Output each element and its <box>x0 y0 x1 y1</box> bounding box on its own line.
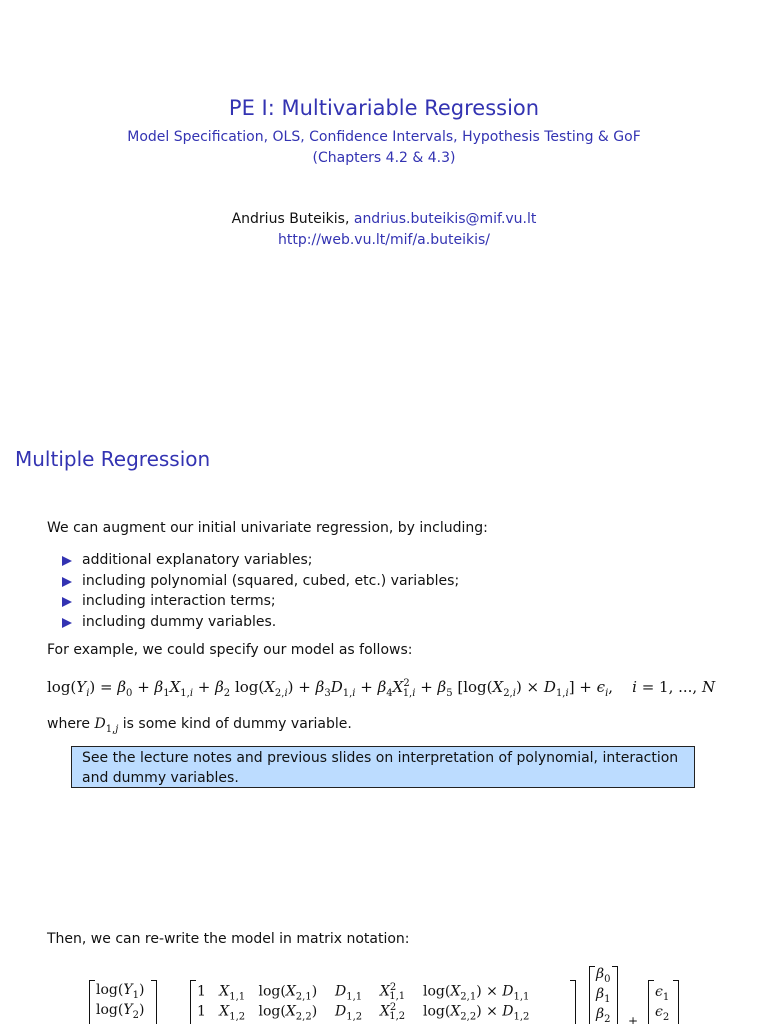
matrix-intro-text: Then, we can re-write the model in matrix notation: <box>47 931 410 947</box>
model-equation: $\log(Y_i) = \beta_0 + \beta_1X_{1,i} + \beta_2$ $\log(X_{2,i}) + \beta_3D_{1,i} + \beta_4X^2_{1,i} + \beta_5$ $[\log(X_{2,i}) \times D_{1,i}] + \epsilon_i$, i = 1, ..., N <box>47 678 716 699</box>
list-item: additional explanatory variables; <box>62 550 459 571</box>
list-item: including dummy variables. <box>62 612 459 633</box>
bullet-list <box>62 550 459 632</box>
example-text: For example, we could specify our model as follows: <box>47 642 413 658</box>
intro-text: We can augment our initial univariate regression, by including: <box>47 520 488 536</box>
slide-title: PE I: Multivariable Regression <box>228 96 540 120</box>
slide-subtitle: Model Specification, OLS, Confidence Intervals, Hypothesis Testing & GoF <box>127 129 641 145</box>
triangle-bullet-icon <box>62 577 72 587</box>
note-box: See the lecture notes and previous slides on interpretation of polynomial, interaction and dummy variables. <box>71 746 695 788</box>
where-text: where $D_{1,j}$ is some kind of dummy variable. <box>47 716 352 735</box>
list-item: including polynomial (squared, cubed, etc.) variables; <box>62 571 459 592</box>
triangle-bullet-icon <box>62 618 72 628</box>
author-url-link[interactable]: http://web.vu.lt/mif/a.buteikis/ <box>278 232 490 248</box>
slide-subtitle-chapters: (Chapters 4.2 & 4.3) <box>312 150 456 166</box>
frame-title: Multiple Regression <box>15 447 211 471</box>
author-line <box>0 211 768 227</box>
matrix-equation: $\log(Y_1)$ $\log(Y_2)$ 1 $X_{1,1}$ $\log(X_{2,1})$ $D_{1,1}$ $X^2_{1,1}$ $\log(X_{2,1}) \times D_{1,1}$ 1 $X_{1,2}$ $\log(X_{2,2})$ $D_{1,2}$ $X^2_{1,2}$ $\log(X_{2,2}) \times D_{1,2}$ $\beta_0$ $\beta_1$ $\beta_2$ + $\epsilon_1$ $\epsilon_2$ <box>0 960 768 1024</box>
list-item: including interaction terms; <box>62 591 459 612</box>
author-email-link[interactable]: andrius.buteikis@mif.vu.lt <box>353 211 537 227</box>
author-name: Andrius Buteikis, <box>231 211 354 227</box>
triangle-bullet-icon <box>62 556 72 566</box>
triangle-bullet-icon <box>62 597 72 607</box>
